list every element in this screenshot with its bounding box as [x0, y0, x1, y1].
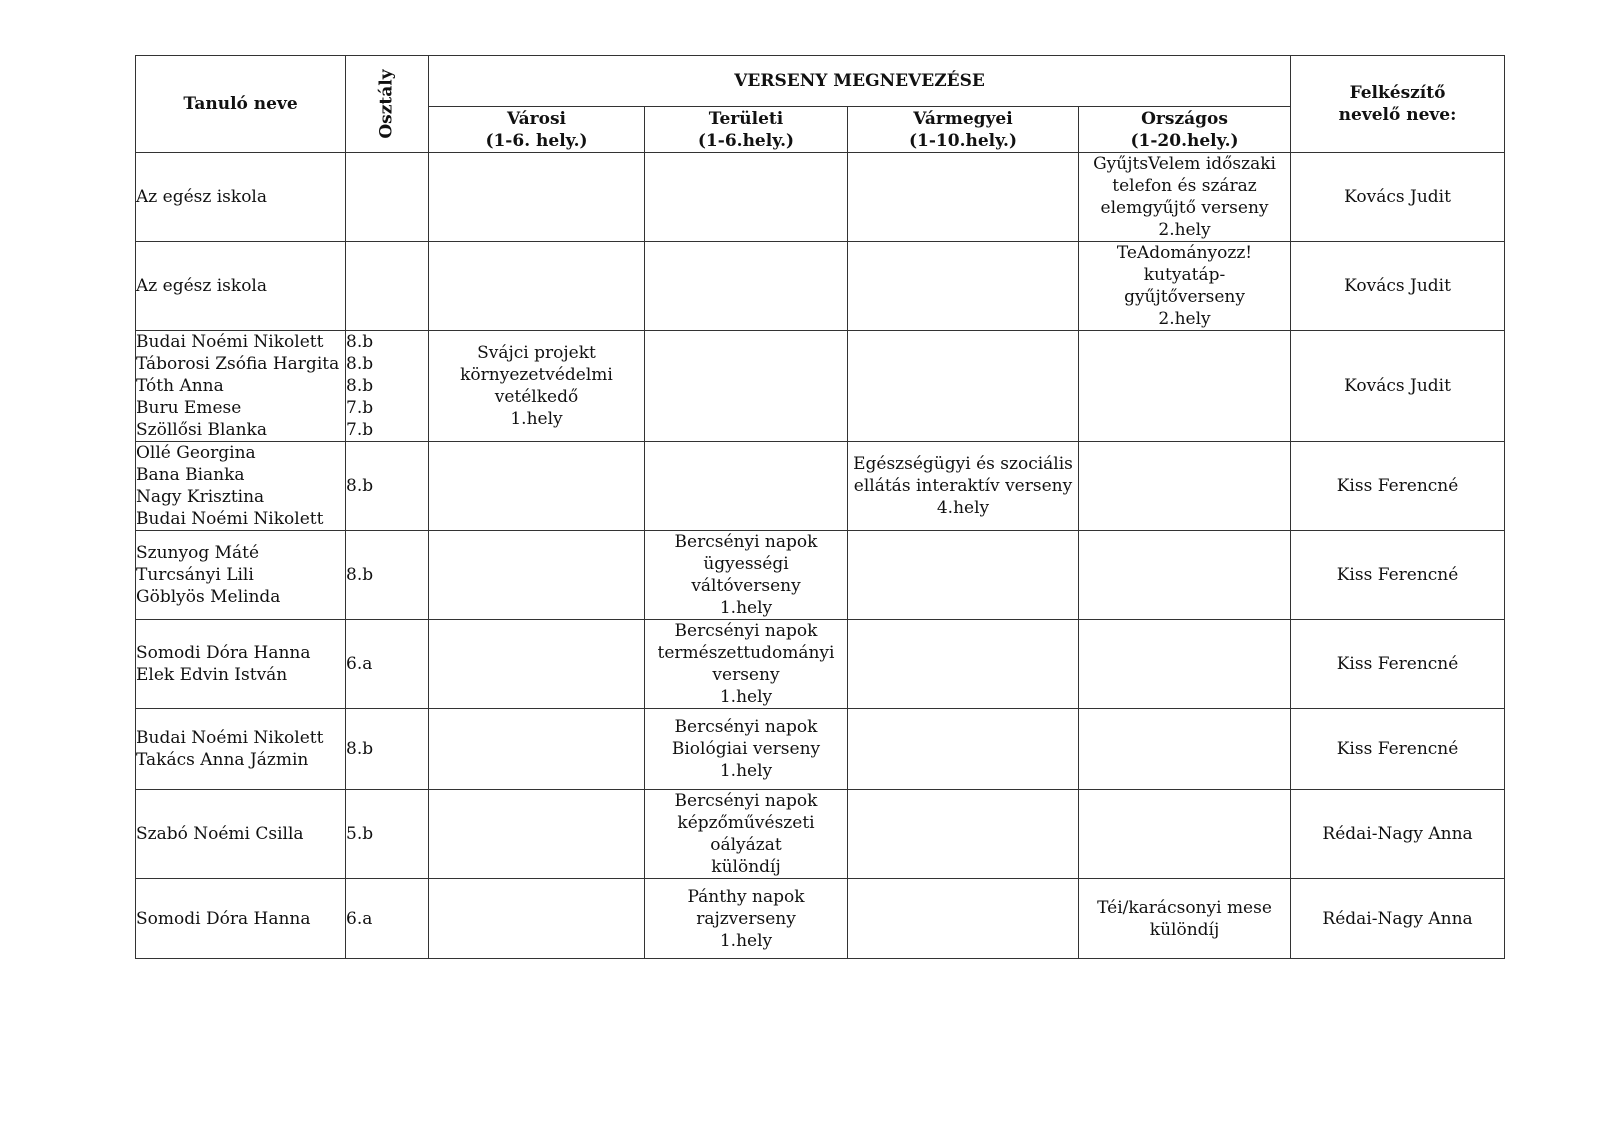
result-line: Bercsényi napok — [674, 532, 818, 552]
result-cell-1 — [645, 620, 848, 709]
class-value: 7.b — [346, 398, 374, 418]
class-cell — [346, 790, 429, 879]
result-cell-1 — [645, 331, 848, 442]
teacher-cell: Kiss Ferencné — [1291, 531, 1505, 620]
header-teacher-line2: nevelő neve: — [1338, 105, 1457, 125]
teacher-cell: Kovács Judit — [1291, 153, 1505, 242]
header-category-1 — [645, 107, 848, 153]
class-value: 5.b — [346, 824, 374, 844]
teacher-cell: Kiss Ferencné — [1291, 709, 1505, 790]
student-name: Budai Noémi Nikolett — [136, 728, 324, 748]
result-cell-0 — [429, 531, 645, 620]
class-value: 8.b — [346, 565, 374, 585]
header-category-name: Országos — [1141, 108, 1228, 129]
result-cell-3 — [1079, 879, 1291, 959]
teacher-cell: Kovács Judit — [1291, 242, 1505, 331]
result-line: 2.hely — [1158, 309, 1211, 329]
student-name: Szabó Noémi Csilla — [136, 824, 304, 844]
result-line: 2.hely — [1158, 220, 1211, 240]
class-value: 8.b — [346, 354, 374, 374]
student-name: Az egész iskola — [136, 187, 267, 207]
result-cell-3 — [1079, 242, 1291, 331]
result-cell-2 — [848, 790, 1079, 879]
result-cell-3 — [1079, 442, 1291, 531]
header-category-0 — [429, 107, 645, 153]
competition-results-table — [135, 55, 1505, 959]
class-cell — [346, 531, 429, 620]
result-cell-0 — [429, 879, 645, 959]
student-name: Az egész iskola — [136, 276, 267, 296]
teacher-cell: Kovács Judit — [1291, 331, 1505, 442]
result-line: Pánthy napok — [687, 886, 805, 907]
class-cell — [346, 153, 429, 242]
header-teacher-line1: Felkészítő — [1349, 83, 1446, 103]
student-name: Szunyog Máté — [136, 543, 260, 563]
result-line: ellátás interaktív verseny — [853, 476, 1073, 496]
result-cell-0 — [429, 242, 645, 331]
result-cell-2 — [848, 620, 1079, 709]
student-name: Budai Noémi Nikolett — [136, 509, 324, 529]
class-value: 6.a — [346, 908, 373, 929]
student-name: Szöllősi Blanka — [136, 420, 267, 440]
student-name: Takács Anna Jázmin — [136, 750, 309, 770]
table-row — [136, 242, 1505, 331]
result-line: Svájci projekt — [477, 343, 596, 363]
result-line: Bercsényi napok — [674, 791, 818, 811]
class-cell — [346, 620, 429, 709]
result-cell-1 — [645, 153, 848, 242]
result-line: rajzverseny — [696, 908, 796, 929]
result-line: különdíj — [711, 857, 781, 877]
result-line: Téi/karácsonyi mese — [1097, 897, 1272, 918]
result-line: TeAdományozz! — [1116, 243, 1253, 263]
result-line: 4.hely — [936, 498, 990, 518]
table-row — [136, 331, 1505, 442]
result-cell-1 — [645, 242, 848, 331]
student-names-cell — [136, 709, 346, 790]
result-line: oályázat — [710, 835, 782, 855]
result-cell-2 — [848, 242, 1079, 331]
header-category-range: (1-20.hely.) — [1130, 130, 1239, 151]
result-cell-3 — [1079, 153, 1291, 242]
result-line: elemgyűjtő verseny — [1100, 198, 1269, 218]
result-cell-2 — [848, 531, 1079, 620]
result-cell-2 — [848, 331, 1079, 442]
class-value: 7.b — [346, 420, 374, 440]
result-line: természettudományi — [657, 643, 835, 663]
teacher-cell: Rédai-Nagy Anna — [1291, 790, 1505, 879]
student-name: Budai Noémi Nikolett — [136, 332, 324, 352]
class-cell — [346, 331, 429, 442]
student-name: Ollé Georgina — [136, 443, 256, 463]
class-value: 6.a — [346, 654, 373, 674]
header-category-range: (1-6. hely.) — [485, 130, 588, 151]
header-category-3 — [1079, 107, 1291, 153]
teacher-cell: Rédai-Nagy Anna — [1291, 879, 1505, 959]
class-value: 8.b — [346, 332, 374, 352]
result-line: Bercsényi napok — [674, 621, 818, 641]
table-body — [136, 153, 1505, 959]
class-value: 8.b — [346, 476, 374, 496]
header-class-label: Osztály — [377, 69, 397, 139]
result-cell-2 — [848, 709, 1079, 790]
result-cell-1 — [645, 879, 848, 959]
result-cell-3 — [1079, 790, 1291, 879]
result-cell-1 — [645, 790, 848, 879]
result-cell-3 — [1079, 709, 1291, 790]
table-row — [136, 879, 1505, 959]
student-name: Turcsányi Lili — [136, 565, 254, 585]
student-name: Nagy Krisztina — [136, 487, 265, 507]
header-category-name: Vármegyei — [913, 108, 1013, 129]
result-cell-1 — [645, 709, 848, 790]
header-class — [346, 56, 429, 153]
result-cell-3 — [1079, 620, 1291, 709]
result-line: Egészségügyi és szociális — [853, 454, 1073, 474]
teacher-cell: Kiss Ferencné — [1291, 442, 1505, 531]
result-cell-3 — [1079, 331, 1291, 442]
header-category-name: Területi — [708, 108, 784, 129]
result-line: verseny — [712, 665, 780, 685]
student-name: Tóth Anna — [136, 376, 224, 396]
result-cell-0 — [429, 442, 645, 531]
student-name: Táborosi Zsófia Hargita — [136, 354, 340, 374]
header-category-name: Városi — [507, 108, 566, 129]
result-line: 1.hely — [510, 409, 563, 429]
student-name: Bana Bianka — [136, 465, 245, 485]
result-line: GyűjtsVelem időszaki — [1093, 154, 1276, 174]
student-names-cell — [136, 442, 346, 531]
header-student-name: Tanuló neve — [136, 56, 346, 153]
header-category-range: (1-6.hely.) — [697, 130, 795, 151]
student-names-cell — [136, 620, 346, 709]
result-cell-1 — [645, 442, 848, 531]
student-names-cell — [136, 790, 346, 879]
header-competition: VERSENY MEGNEVEZÉSE — [429, 56, 1291, 107]
result-line: Biológiai verseny — [671, 739, 821, 759]
result-line: 1.hely — [719, 598, 773, 618]
student-names-cell — [136, 242, 346, 331]
student-name: Göblyös Melinda — [136, 587, 281, 607]
class-cell — [346, 442, 429, 531]
table-row — [136, 620, 1505, 709]
result-cell-1 — [645, 531, 848, 620]
student-names-cell — [136, 331, 346, 442]
result-cell-2 — [848, 879, 1079, 959]
result-line: Bercsényi napok — [674, 717, 818, 737]
result-line: képzőművészeti — [677, 813, 815, 833]
result-cell-0 — [429, 620, 645, 709]
result-line: vetélkedő — [494, 387, 579, 407]
student-name: Elek Edvin István — [136, 665, 288, 685]
result-line: 1.hely — [719, 930, 773, 951]
result-cell-3 — [1079, 531, 1291, 620]
result-line: váltóverseny — [691, 576, 801, 596]
class-cell — [346, 879, 429, 959]
header-category-range: (1-10.hely.) — [908, 130, 1018, 151]
result-line: különdíj — [1149, 919, 1220, 940]
header-category-2 — [848, 107, 1079, 153]
header-teacher — [1291, 56, 1505, 153]
student-names-cell — [136, 153, 346, 242]
result-cell-2 — [848, 153, 1079, 242]
result-line: környezetvédelmi — [460, 365, 613, 385]
teacher-cell: Kiss Ferencné — [1291, 620, 1505, 709]
result-line: gyűjtőverseny — [1124, 287, 1245, 307]
student-name: Somodi Dóra Hanna — [136, 643, 311, 663]
student-name: Somodi Dóra Hanna — [136, 908, 311, 929]
result-line: kutyatáp- — [1143, 265, 1226, 285]
result-cell-0 — [429, 153, 645, 242]
class-value: 8.b — [346, 739, 374, 759]
table-row — [136, 709, 1505, 790]
student-names-cell — [136, 531, 346, 620]
class-value: 8.b — [346, 376, 374, 396]
result-line: ügyességi — [703, 554, 789, 574]
table-row — [136, 153, 1505, 242]
result-cell-0 — [429, 331, 645, 442]
result-cell-2 — [848, 442, 1079, 531]
table-row — [136, 531, 1505, 620]
result-cell-0 — [429, 790, 645, 879]
class-cell — [346, 709, 429, 790]
table-row — [136, 790, 1505, 879]
table-row — [136, 442, 1505, 531]
student-names-cell — [136, 879, 346, 959]
result-line: 1.hely — [719, 761, 773, 781]
result-line: 1.hely — [719, 687, 773, 707]
result-line: telefon és száraz — [1112, 176, 1257, 196]
student-name: Buru Emese — [136, 398, 242, 418]
class-cell — [346, 242, 429, 331]
result-cell-0 — [429, 709, 645, 790]
